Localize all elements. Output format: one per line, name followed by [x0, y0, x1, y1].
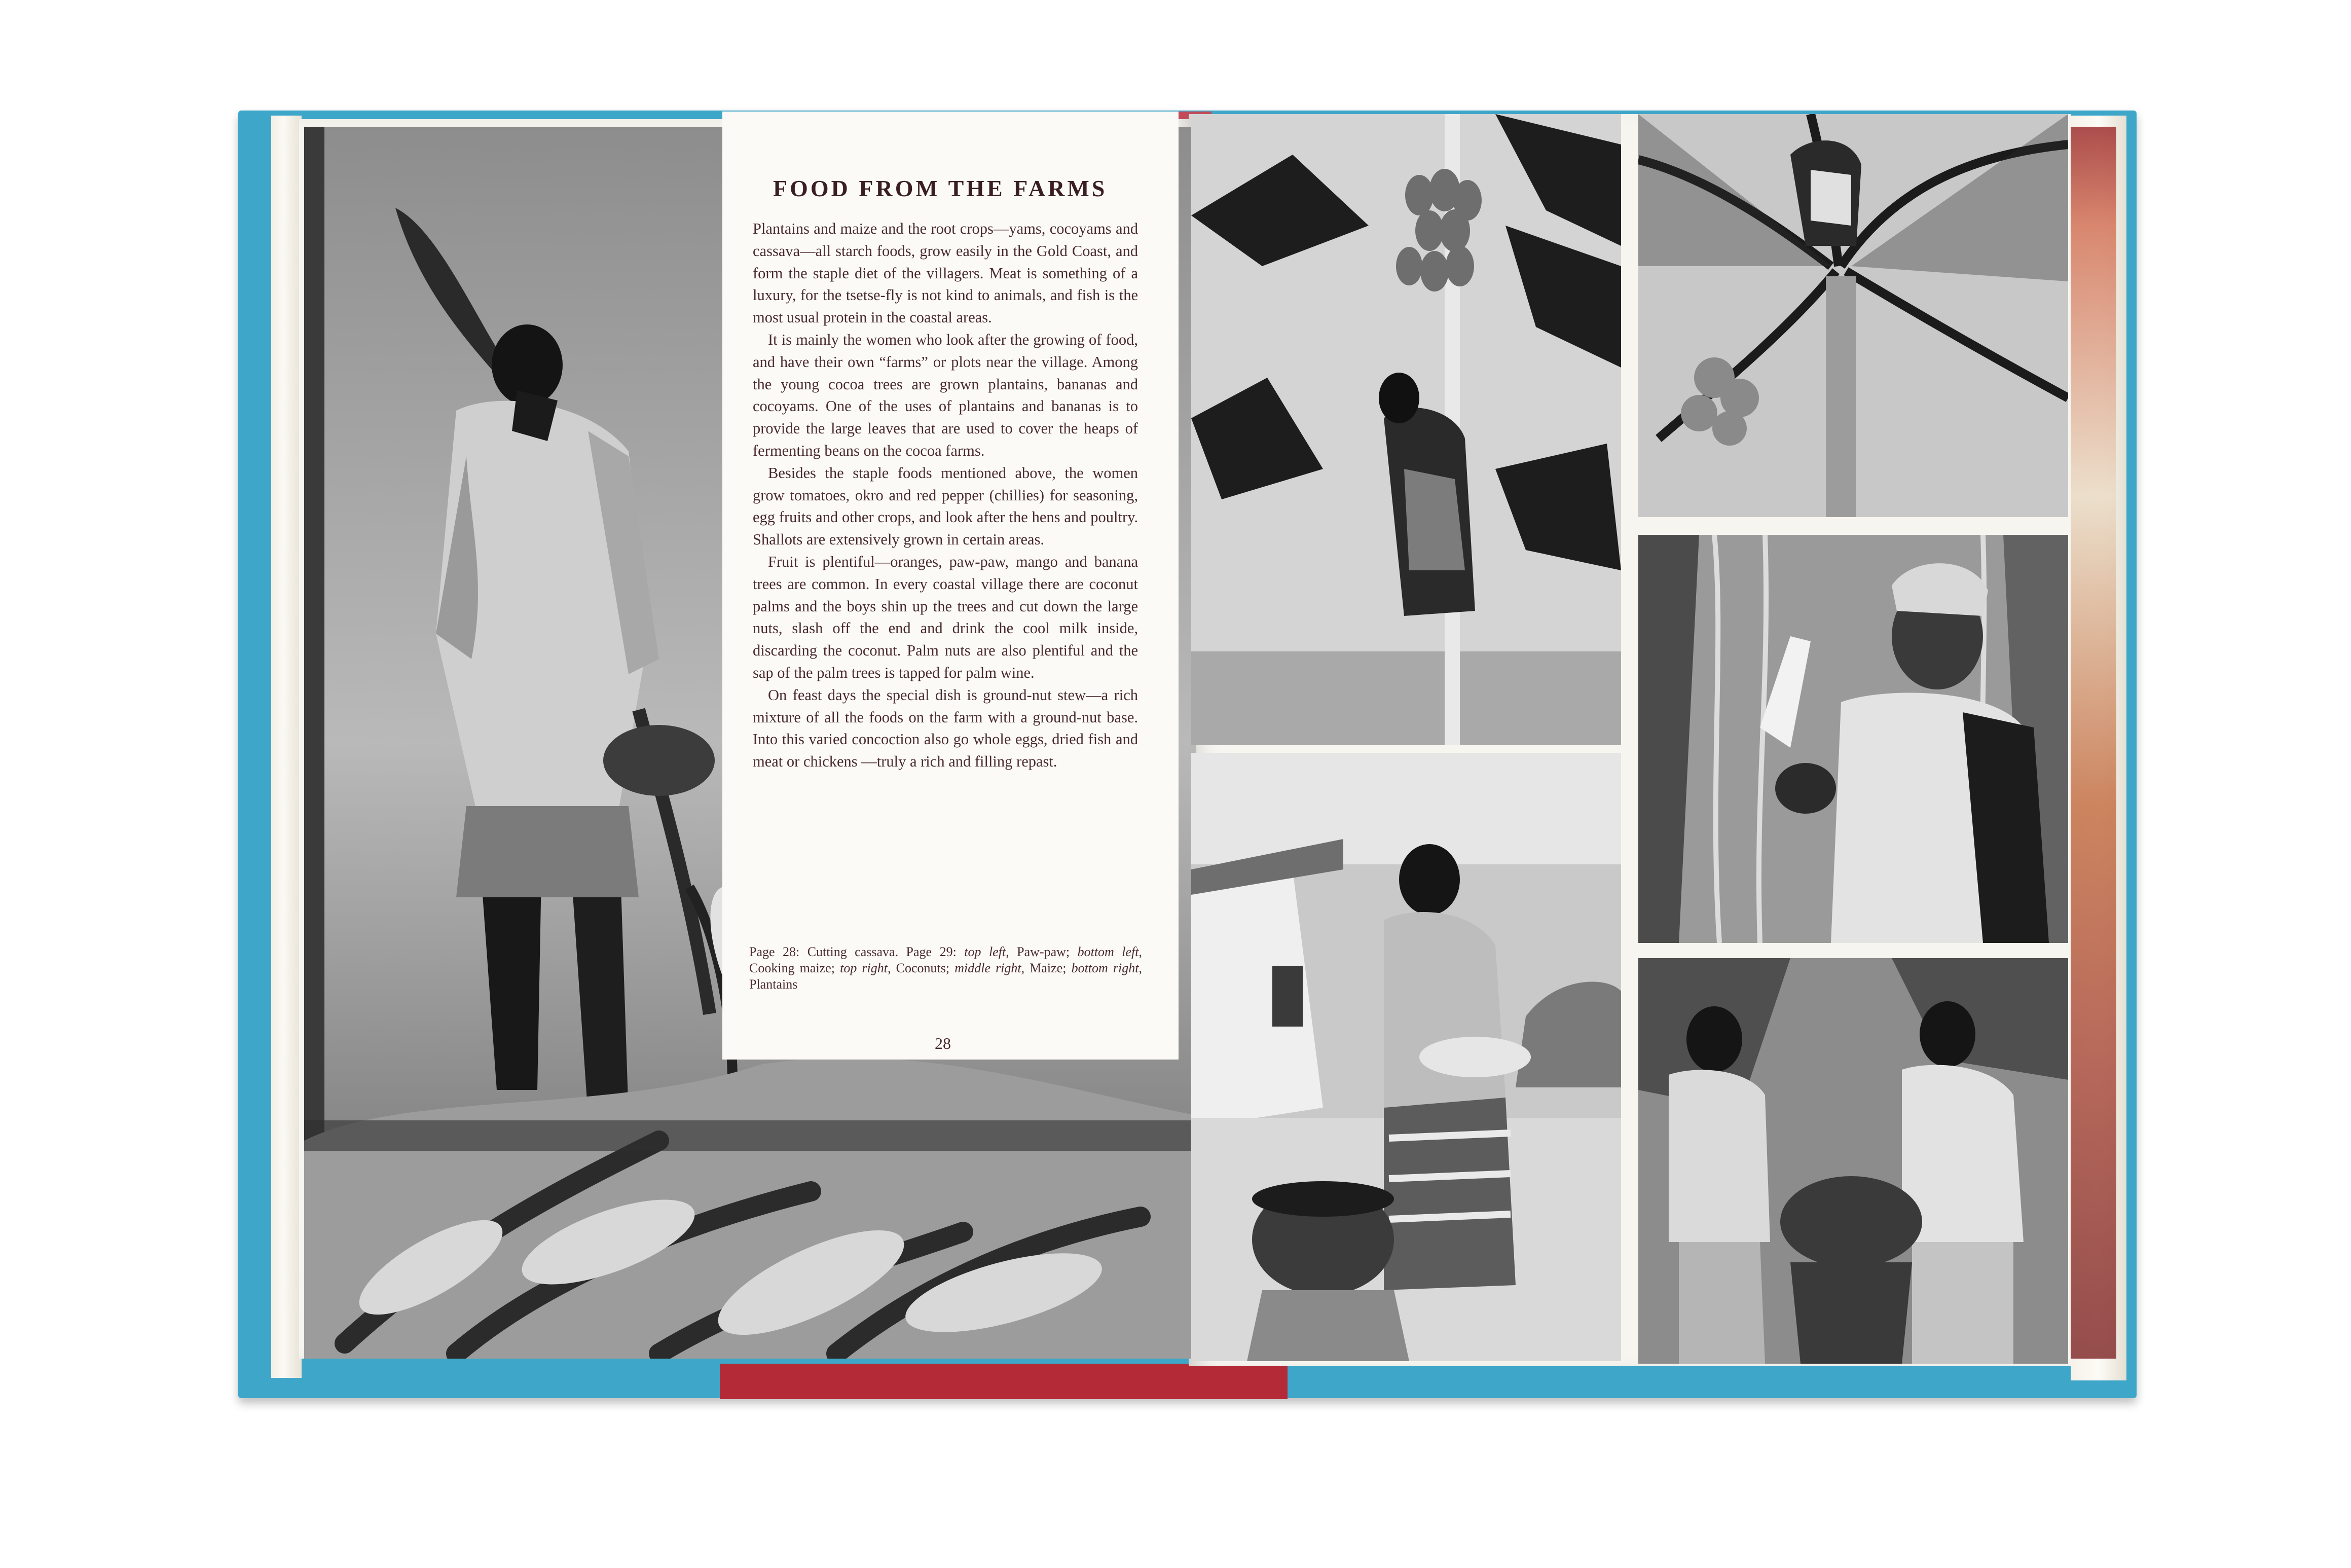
photo-caption: Page 28: Cutting cassava. Page 29: top left, Paw-paw; bottom left, Cooking maize; top right, Coconuts; middle right, Maize; bottom right, Plantains — [749, 944, 1142, 992]
photo-maize — [1638, 535, 2068, 943]
photo-paw-paw — [1191, 114, 1621, 745]
paragraph: Plantains and maize and the root crops—yams, cocoyams and cassava—all starch foods, grow easily in the Gold Coast, and form the staple diet of the villagers. Meat is something of a luxury, for the tsetse-fly is not kind to animals, and fish is the most usual protein in the coastal areas. — [753, 220, 1138, 326]
page-stack-left — [271, 116, 302, 1378]
paragraph: Besides the staple foods mentioned above, the women grow tomatoes, okro and red pepper (chillies) for seasoning, egg fruits and other crops, and look after the hens and poultry. Shallots are extensively grown in certain areas. — [753, 464, 1138, 549]
page-number: 28 — [935, 1034, 951, 1052]
paragraph: Fruit is plentiful—oranges, paw-paw, mango and banana trees are common. In every coastal village there are coconut palms and the boys shin up the trees and cut down the large nuts, slash off the end and drink the cool milk inside, discarding the coconut. Palm nuts are also plentiful and the sap of the palm trees is tapped for palm wine. — [753, 553, 1138, 681]
paragraph: It is mainly the women who look after the growing of food, and have their own “farms” or plots near the village. Among the young cocoa trees are grown plantains, bananas and cocoyams. One of the uses of plantains and bananas is to provide the large leaves that are used to cover the heaps of fermenting beans on the cocoa farms. — [753, 331, 1138, 459]
photo-cooking-maize — [1191, 753, 1621, 1361]
page-title: FOOD FROM THE FARMS — [773, 175, 1108, 201]
photo-coconuts — [1638, 114, 2068, 517]
binding-red-edge — [720, 1364, 1288, 1399]
paragraph: On feast days the special dish is ground-nut stew—a rich mixture of all the foods on the farm with a ground-nut base. Into this varied concoction also go whole eggs, dried fish and meat or chickens —truly a rich and filling repast. — [753, 686, 1138, 771]
photo-plantains — [1638, 958, 2068, 1364]
body-text — [753, 218, 1138, 773]
